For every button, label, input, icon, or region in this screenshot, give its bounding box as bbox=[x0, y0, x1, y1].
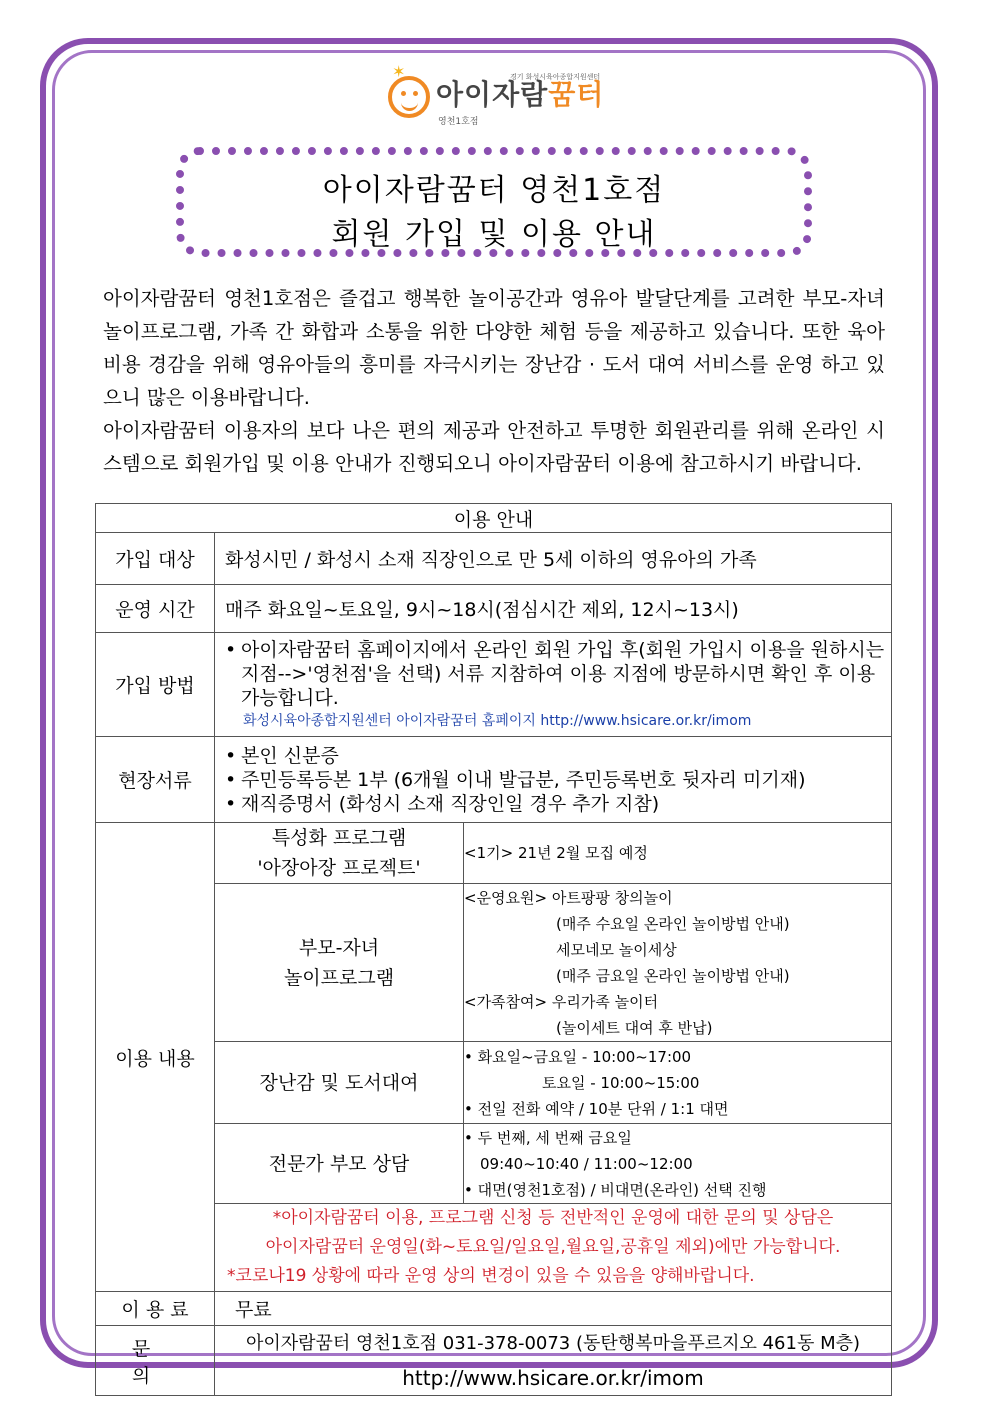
hours-label: 운영 시간 bbox=[96, 585, 215, 633]
page-title: 아이자람꿈터 영천1호점 bbox=[322, 173, 666, 208]
star-icon: ✶ bbox=[392, 62, 406, 81]
intro-paragraph-2: 아이자람꿈터 이용자의 보다 나은 편의 제공과 안전하고 투명한 회원관리를 위해 온라인 시스템으로 회원가입 및 이용 안내가 진행되오니 아이자람꿈터 이용에 참고하시기 바랍니다. bbox=[103, 419, 885, 475]
logo-org: 경기 화성시육아종합지원센터 bbox=[510, 73, 601, 81]
contact-cell bbox=[215, 1326, 892, 1396]
intro-text bbox=[103, 282, 885, 480]
page-subtitle: 회원 가입 및 이용 안내 bbox=[331, 217, 657, 252]
target-value: 화성시민 / 화성시 소재 직장인으로 만 5세 이하의 영유아의 가족 bbox=[215, 533, 892, 585]
smile-face-icon bbox=[388, 76, 430, 118]
consult-label: 전문가 부모 상담 bbox=[215, 1124, 464, 1204]
fee-value: 무료 bbox=[215, 1292, 892, 1326]
toy-value: • 화요일~금요일 - 10:00~17:00 토요일 - 10:00~15:00 • 전일 전화 예약 / 10분 단위 / 1:1 대면 bbox=[464, 1042, 892, 1124]
contact-address: 아이자람꿈터 영천1호점 031-378-0073 (동탄행복마을푸르지오 461동 M층) bbox=[245, 1332, 861, 1354]
special-label: 특성화 프로그램 '아장아장 프로젝트' bbox=[215, 823, 464, 884]
docs-item: • 본인 신분증 bbox=[221, 744, 885, 768]
table-header: 이용 안내 bbox=[96, 504, 892, 533]
title-box bbox=[176, 147, 812, 257]
docs-item: • 주민등록등본 1부 (6개월 이내 발급분, 주민등록번호 뒷자리 미기재) bbox=[221, 768, 885, 792]
intro-paragraph-1: 아이자람꿈터 영천1호점은 즐겁고 행복한 놀이공간과 영유아 발달단계를 고려한 부모-자녀 놀이프로그램, 가족 간 화합과 소통을 위한 다양한 체험 등을 제공하고 있습니다. 또한 육아비용 경감을 위해 영유아들의 흥미를 자극시키는 장난감 · 도서 대여 서비스를 운영 하고 있으니 많은 이용바랍니다. bbox=[103, 287, 885, 409]
special-value: <1기> 21년 2월 모집 예정 bbox=[464, 823, 892, 884]
fee-label: 이 용 료 bbox=[96, 1292, 215, 1326]
method-value: • 아이자람꿈터 홈페이지에서 온라인 회원 가입 후(회원 가입시 이용을 원하시는 지점-->'영천점'을 선택) 서류 지참하여 이용 지점에 방문하시면 확인 후 이용 가능합니다. bbox=[221, 638, 885, 710]
notice-line: 아이자람꿈터 운영일(화~토요일/일요일,월요일,공휴일 제외)에만 가능합니다. bbox=[265, 1237, 841, 1257]
hours-value: 매주 화요일~토요일, 9시~18시(점심시간 제외, 12시~13시) bbox=[215, 585, 892, 633]
consult-value: • 두 번째, 세 번째 금요일 09:40~10:40 / 11:00~12:00 • 대면(영천1호점) / 비대면(온라인) 선택 진행 bbox=[464, 1124, 892, 1204]
notice-cell bbox=[215, 1204, 892, 1292]
logo-text: 아이자람꿈터 bbox=[436, 78, 605, 111]
contact-url[interactable]: http://www.hsicare.or.kr/imom bbox=[402, 1365, 704, 1390]
info-table bbox=[95, 503, 892, 1396]
docs-item: • 재직증명서 (화성시 소재 직장인일 경우 추가 지참) bbox=[221, 792, 885, 816]
parent-program-label: 부모-자녀 놀이프로그램 bbox=[215, 884, 464, 1042]
docs-label: 현장서류 bbox=[96, 737, 215, 823]
toy-label: 장난감 및 도서대여 bbox=[215, 1042, 464, 1124]
usage-label: 이용 내용 bbox=[96, 823, 215, 1292]
target-label: 가입 대상 bbox=[96, 533, 215, 585]
logo bbox=[388, 62, 618, 128]
notice-line: *아이자람꿈터 이용, 프로그램 신청 등 전반적인 운영에 대한 문의 및 상담은 bbox=[272, 1208, 834, 1228]
notice-line: *코로나19 상황에 따라 운영 상의 변경이 있을 수 있음을 양해바랍니다. bbox=[227, 1266, 755, 1286]
method-cell bbox=[215, 633, 892, 737]
logo-branch: 영천1호점 bbox=[438, 117, 479, 127]
docs-cell bbox=[215, 737, 892, 823]
method-label: 가입 방법 bbox=[96, 633, 215, 737]
method-link[interactable]: 화성시육아종합지원센터 아이자람꿈터 홈페이지 http://www.hsicare.or.kr/imom bbox=[243, 712, 752, 729]
contact-label: 문 의 bbox=[96, 1326, 215, 1396]
parent-program-value: <운영요원> 아트팡팡 창의놀이 (매주 수요일 온라인 놀이방법 안내) 세모네모 놀이세상 (매주 금요일 온라인 놀이방법 안내) <가족참여> 우리가족 놀이터 (놀이세트 대여 후 반납) bbox=[464, 884, 892, 1042]
